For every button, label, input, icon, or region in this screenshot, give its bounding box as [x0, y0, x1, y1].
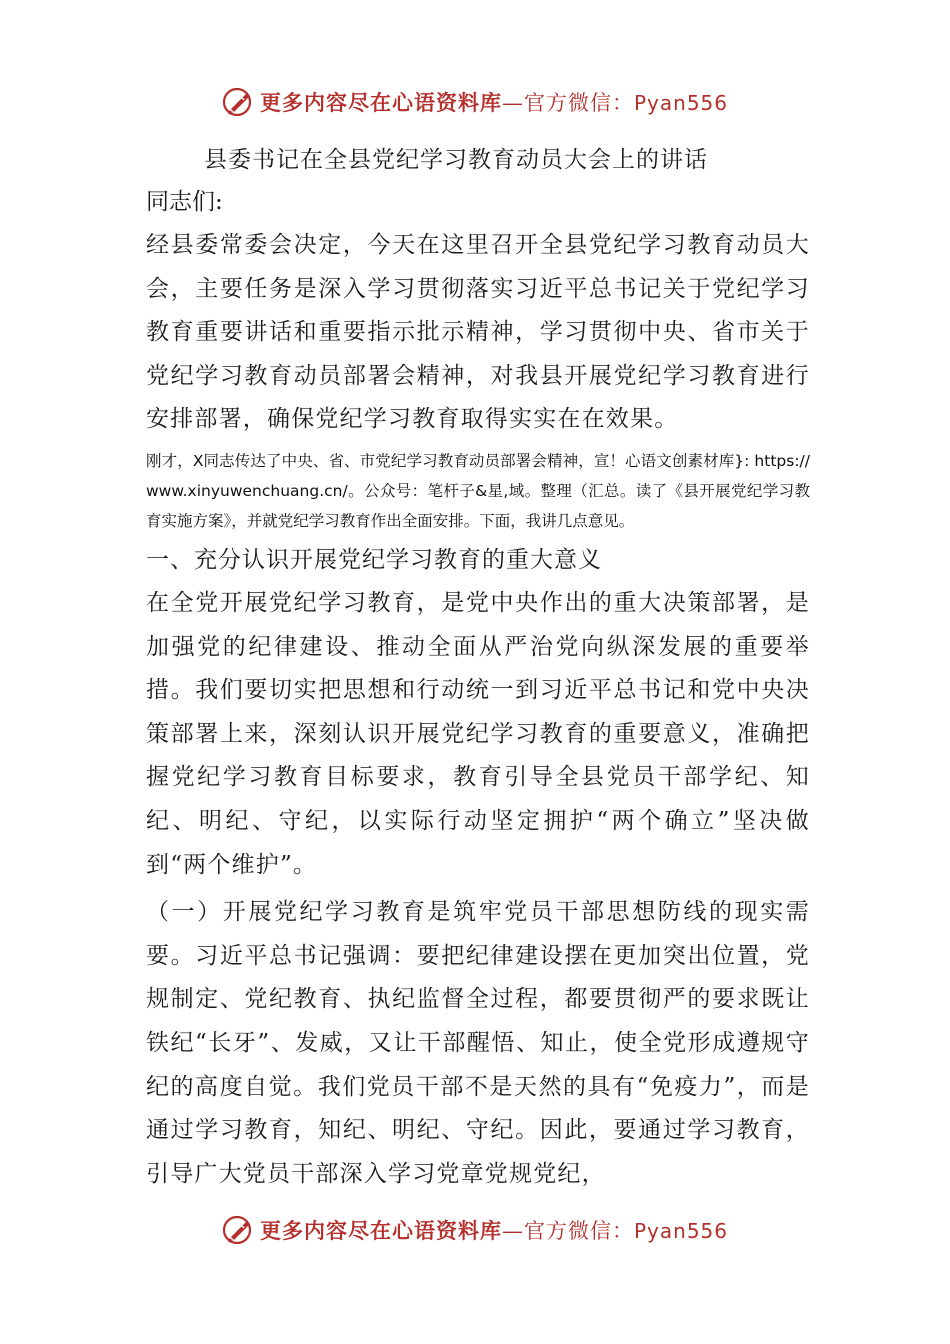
banner-contact-id: Pyan556	[633, 91, 728, 115]
document-body	[146, 140, 810, 1196]
header-watermark-banner	[0, 82, 950, 122]
salutation: 同志们:	[146, 189, 223, 215]
banner-brand: 更多内容尽在心语资料库	[259, 90, 502, 115]
banner-contact-id: Pyan556	[633, 1219, 728, 1243]
brand-logo-icon	[222, 1213, 256, 1247]
inserted-note-paragraph: 刚才，X同志传达了中央、省、市党纪学习教育动员部署会精神，宣！心语文创素材库}: https://www.xinyuwenchuang.cn/。公众号：笔杆子&星,域。整理（汇总。读了《县开展党纪学习教育实施方案》，并就党纪学习教育作出全面安排。下面，我讲几点意见。	[146, 451, 810, 530]
banner-contact-label: 官方微信：	[523, 1219, 634, 1243]
subsection-1-paragraph: （一）开展党纪学习教育是筑牢党员干部思想防线的现实需要。习近平总书记强调：要把纪律建设摆在更加突出位置，党规制定、党纪教育、执纪监督全过程，都要贯彻严的要求既让铁纪“长牙”、发威，又让干部醒悟、知止，使全党形成遵规守纪的高度自觉。我们党员干部不是天然的具有“免疫力”，而是通过学习教育，知纪、明纪、守纪。因此，要通过学习教育，引导广大党员干部深入学习党章党规党纪，	[146, 899, 810, 1187]
banner-dash: —	[501, 1219, 524, 1243]
intro-paragraph: 经县委常委会决定，今天在这里召开全县党纪学习教育动员大会，主要任务是深入学习贯彻落实习近平总书记关于党纪学习教育重要讲话和重要指示批示精神，学习贯彻中央、省市关于党纪学习教育动员部署会精神，对我县开展党纪学习教育进行安排部署，确保党纪学习教育取得实实在在效果。	[146, 232, 810, 433]
brand-logo-icon	[222, 85, 256, 119]
section-1-paragraph: 在全党开展党纪学习教育，是党中央作出的重大决策部署，是加强党的纪律建设、推动全面从严治党向纵深发展的重要举措。我们要切实把思想和行动统一到习近平总书记和党中央决策部署上来，深刻认识开展党纪学习教育的重要意义，准确把握党纪学习教育目标要求，教育引导全县党员干部学纪、知纪、明纪、守纪，以实际行动坚定拥护“两个确立”坚决做到“两个维护”。	[146, 589, 810, 878]
banner-contact-label: 官方微信：	[523, 91, 634, 115]
banner-dash: —	[501, 91, 524, 115]
section-heading-1: 一、充分认识开展党纪学习教育的重大意义	[146, 546, 602, 573]
footer-watermark-banner	[0, 1210, 950, 1250]
banner-brand: 更多内容尽在心语资料库	[259, 1218, 502, 1243]
document-title: 县委书记在全县党纪学习教育动员大会上的讲话	[204, 147, 708, 173]
